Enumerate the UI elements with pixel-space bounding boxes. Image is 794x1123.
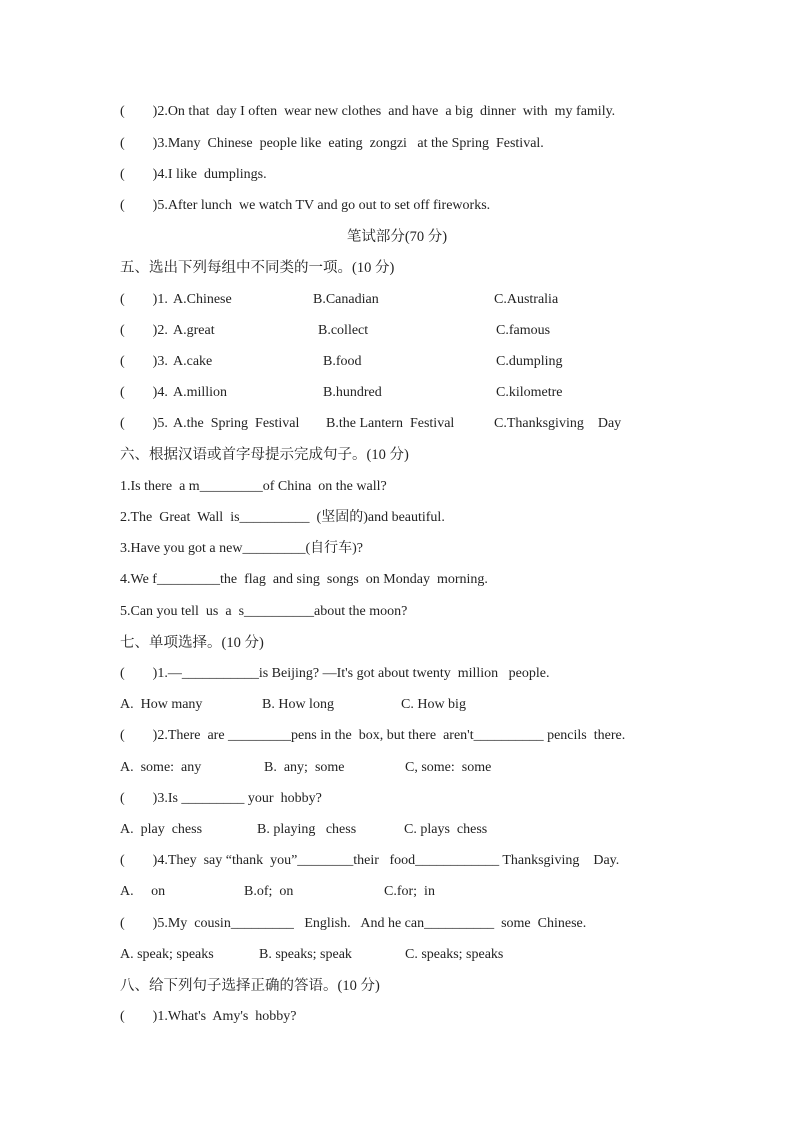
section8-heading: 八、给下列句子选择正确的答语。(10 分) (120, 978, 380, 994)
section7-options-4 (0, 881, 794, 903)
section6-item-2: 2.The Great Wall is__________ (坚固的)and beautiful. (120, 510, 445, 525)
option-a: A.great (173, 323, 215, 338)
option-b: B. How long (262, 697, 334, 712)
section7-question-2: ( )2.There are _________pens in the box, but there aren't__________ pencils there. (120, 728, 626, 743)
item-number: ( )3. (120, 354, 168, 369)
section7-question-1: ( )1.—___________is Beijing? —It's got about twenty million people. (120, 666, 550, 681)
section8-item-1: ( )1.What's Amy's hobby? (120, 1009, 297, 1024)
option-a: A. speak; speaks (120, 947, 214, 962)
item-number: ( )5. (120, 416, 168, 431)
section7-options-1 (0, 694, 794, 716)
section5-item-1 (0, 289, 794, 311)
option-c: C.kilometre (496, 385, 563, 400)
section7-question-5: ( )5.My cousin_________ English. And he can__________ some Chinese. (120, 916, 587, 931)
option-b: B.Canadian (313, 292, 379, 307)
section7-options-5 (0, 944, 794, 966)
option-a: A. some: any (120, 760, 202, 775)
section7-options-3 (0, 819, 794, 841)
listening-item-3: ( )3.Many Chinese people like eating zongzi at the Spring Festival. (120, 136, 544, 151)
option-c: C. speaks; speaks (405, 947, 504, 962)
option-a: A. on (120, 884, 166, 899)
listening-item-4: ( )4.I like dumplings. (120, 167, 267, 182)
option-b: B.of; on (244, 884, 294, 899)
section7-heading: 七、单项选择。(10 分) (120, 635, 264, 651)
option-a: A. play chess (120, 822, 203, 837)
option-c: C.for; in (384, 884, 435, 899)
item-number: ( )2. (120, 323, 168, 338)
section6-heading: 六、根据汉语或首字母提示完成句子。(10 分) (120, 447, 409, 463)
section5-heading: 五、选出下列每组中不同类的一项。(10 分) (120, 260, 395, 276)
option-a: A.million (173, 385, 228, 400)
section6-item-1: 1.Is there a m_________of China on the wall? (120, 479, 387, 494)
section6-item-4: 4.We f_________the flag and sing songs on Monday morning. (120, 572, 488, 587)
option-a: A.cake (173, 354, 213, 369)
option-a: A.the Spring Festival (173, 416, 300, 431)
option-c: C. plays chess (404, 822, 488, 837)
option-c: C, some: some (405, 760, 492, 775)
item-number: ( )4. (120, 385, 168, 400)
section6-item-3: 3.Have you got a new_________(自行车)? (120, 541, 364, 556)
option-b: B. speaks; speak (259, 947, 352, 962)
listening-item-5: ( )5.After lunch we watch TV and go out to set off fireworks. (120, 198, 491, 213)
option-b: B.the Lantern Festival (326, 416, 455, 431)
option-c: C.famous (496, 323, 551, 338)
section5-item-5 (0, 413, 794, 435)
section7-question-4: ( )4.They say “thank you”________their food____________ Thanksgiving Day. (120, 853, 620, 868)
option-c: C.dumpling (496, 354, 563, 369)
option-a: A.Chinese (173, 292, 232, 307)
option-b: B.hundred (323, 385, 382, 400)
section5-item-3 (0, 351, 794, 373)
option-c: C.Australia (494, 292, 559, 307)
option-b: B. any; some (264, 760, 345, 775)
option-c: C. How big (401, 697, 466, 712)
written-part-title: 笔试部分(70 分) (346, 229, 448, 245)
section5-item-2 (0, 320, 794, 342)
option-b: B.collect (318, 323, 369, 338)
option-b: B. playing chess (257, 822, 357, 837)
option-b: B.food (323, 354, 362, 369)
option-c: C.Thanksgiving Day (494, 416, 622, 431)
section7-options-2 (0, 757, 794, 779)
section6-item-5: 5.Can you tell us a s__________about the moon? (120, 604, 408, 619)
section7-question-3: ( )3.Is _________ your hobby? (120, 791, 322, 806)
section5-item-4 (0, 382, 794, 404)
item-number: ( )1. (120, 292, 168, 307)
listening-item-2: ( )2.On that day I often wear new clothes and have a big dinner with my family. (120, 104, 616, 119)
option-a: A. How many (120, 697, 203, 712)
